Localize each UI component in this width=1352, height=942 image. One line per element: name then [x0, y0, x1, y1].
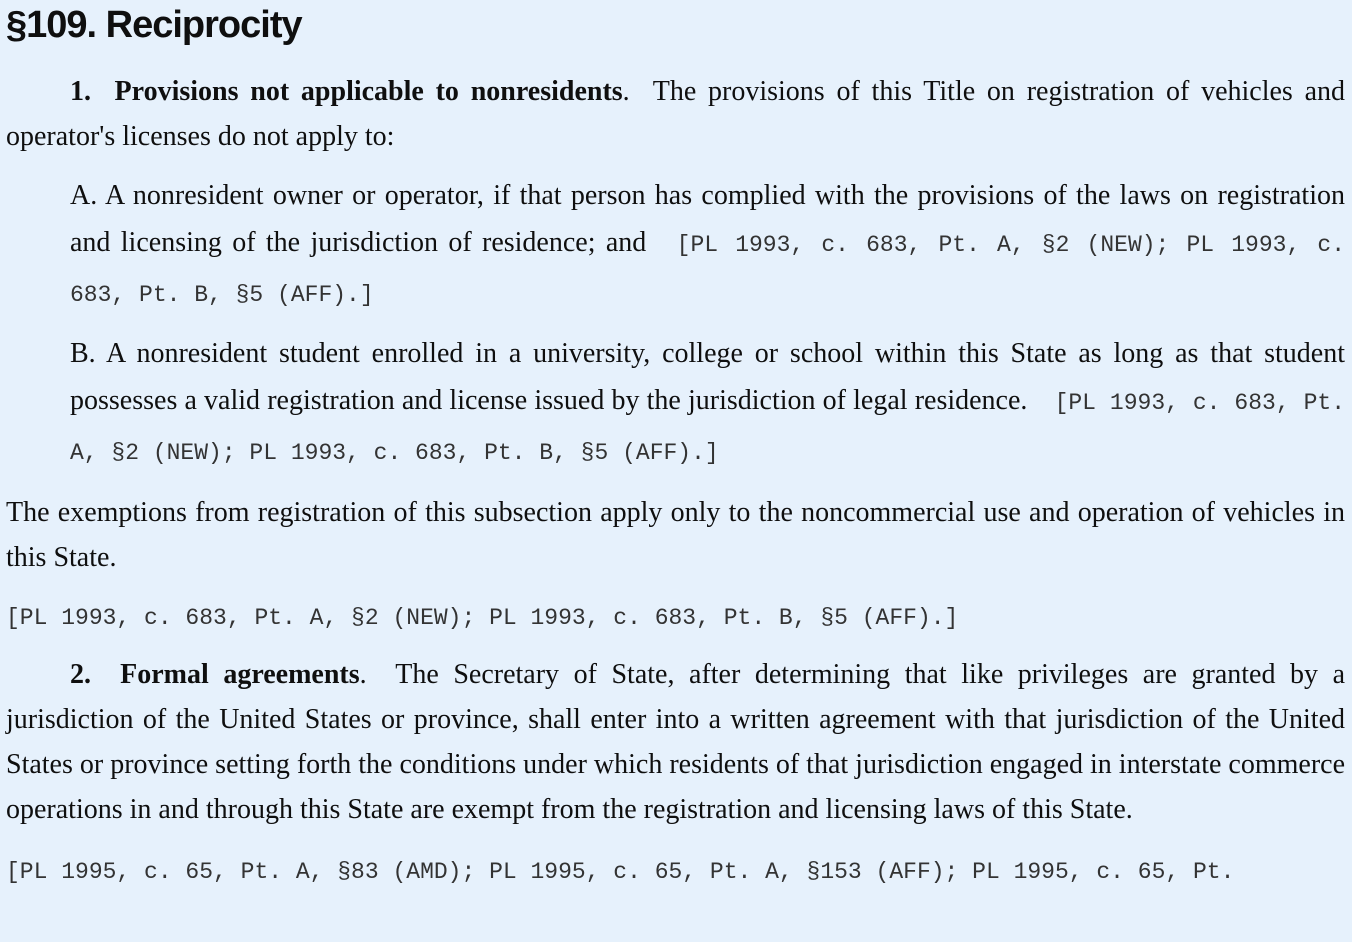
paragraph-b — [70, 330, 1345, 477]
subsection-2-heading: Formal agreements — [120, 659, 360, 690]
subsection-2-number: 2. — [70, 659, 91, 690]
subsection-1-intro: The provisions of this Title on registration of vehicles and operator's licenses do not apply to: — [6, 76, 1346, 152]
paragraph-b-history: [PL 1993, c. 683, Pt. A, §2 (NEW); PL 1993, c. 683, Pt. B, §5 (AFF).] — [70, 390, 1345, 466]
subsection-1-history: [PL 1993, c. 683, Pt. A, §2 (NEW); PL 1993, c. 683, Pt. B, §5 (AFF).] — [6, 605, 959, 631]
subsection-1-number: 1. — [70, 76, 91, 107]
subsection-1: 1. Provisions not applicable to nonresidents. The provisions of this Title on registration of vehicles and operator's licenses do not apply to: — [6, 76, 1346, 152]
subsection-2: 2. Formal agreements. The Secretary of State, after determining that like privileges are granted by a jurisdiction of the United States or province, shall enter into a written agreement with that jurisdiction of the United States or province setting forth the conditions under which residents of that jurisdiction engaged in interstate commerce operations in and through this State are exempt from the registration and licensing laws of this State. — [6, 659, 1345, 825]
paragraph-a-text: A. A nonresident owner or operator, if that person has complied with the provisions of the laws on registration and licensing of the jurisdiction of residence; and — [70, 180, 1345, 258]
subsection-2-text: The Secretary of State, after determining that like privileges are granted by a jurisdiction of the United States or province, shall enter into a written agreement with that jurisdiction of the United States or province setting forth the conditions under which residents of that jurisdiction engaged in interstate commerce operations in and through this State are exempt from the registration and licensing laws of this State. — [6, 659, 1345, 825]
paragraph-a-history: [PL 1993, c. 683, Pt. A, §2 (NEW); PL 1993, c. 683, Pt. B, §5 (AFF).] — [70, 232, 1346, 308]
paragraph-b-text: B. A nonresident student enrolled in a university, college or school within this State as long as that student possesses a valid registration and license issued by the jurisdiction of legal residence. — [70, 338, 1345, 416]
paragraph-a — [70, 172, 1345, 319]
subsection-1-heading: Provisions not applicable to nonresidents — [114, 76, 623, 107]
subsection-1-tail: The exemptions from registration of this subsection apply only to the noncommercial use and operation of vehicles in this State. — [6, 497, 1345, 573]
subsection-2-history: [PL 1995, c. 65, Pt. A, §83 (AMD); PL 1995, c. 65, Pt. A, §153 (AFF); PL 1995, c. 65, Pt. — [6, 859, 1235, 885]
section-title: §109. Reciprocity — [6, 4, 302, 46]
